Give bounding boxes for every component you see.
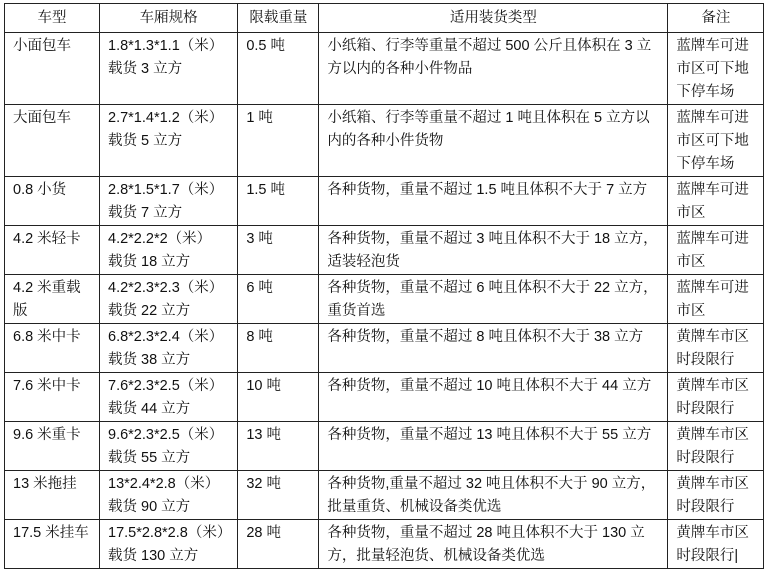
cell-load-limit [238, 226, 319, 275]
cell-cargo-type [319, 471, 668, 520]
cell-line: 各种货物，重量不超过 8 吨且体积不大于 38 立方 [327, 329, 644, 345]
cell-line: 小纸箱、行李等重量不超过 1 吨且体积在 5 立方以 [327, 110, 650, 126]
cell-load-limit [238, 275, 319, 324]
cell-cargo-type [319, 422, 668, 471]
cell-cargo-type [319, 324, 668, 373]
cell-load-limit [238, 105, 319, 177]
cell-line: 各种货物,重量不超过 32 吨且体积不大于 90 立方， [327, 476, 656, 492]
cell-line: 方以内的各种小件物品 [327, 61, 473, 77]
cell-line: 8 吨 [246, 329, 273, 345]
cell-line: 时段限行 [676, 401, 735, 417]
cell-cargo-type [319, 520, 668, 569]
cell-remarks [668, 275, 764, 324]
table-row [5, 422, 764, 471]
cell-line: 17.5*2.8*2.8（米） [108, 525, 232, 541]
cell-line: 蓝牌车可进 [676, 231, 749, 247]
cell-line: 13 吨 [246, 427, 281, 443]
cell-line: 4.2 米轻卡 [13, 231, 81, 247]
cell-line: 载货 18 立方 [108, 254, 191, 270]
cell-line: 1.5 吨 [246, 182, 286, 198]
cell-cargo-box-spec [100, 33, 238, 105]
cell-line: 7.6*2.3*2.5（米） [108, 378, 224, 394]
cell-vehicle-type [5, 275, 100, 324]
cell-line: 蓝牌车可进 [676, 110, 749, 126]
table-row [5, 471, 764, 520]
cell-line: 10 吨 [246, 378, 281, 394]
cell-line: 9.6 米重卡 [13, 427, 81, 443]
cell-line: 黄牌车市区 [676, 378, 749, 394]
table-row [5, 226, 764, 275]
cell-vehicle-type [5, 33, 100, 105]
cell-line: 载货 22 立方 [108, 303, 191, 319]
cell-line: 载货 38 立方 [108, 352, 191, 368]
cell-vehicle-type [5, 177, 100, 226]
cell-line: 时段限行 [676, 352, 735, 368]
header-load-limit: 限载重量 [238, 4, 319, 33]
cell-line: 批量重货、机械设备类优选 [327, 499, 502, 515]
cell-line: 0.8 小货 [13, 182, 67, 198]
cell-load-limit [238, 177, 319, 226]
table-row [5, 324, 764, 373]
cell-line: 2.8*1.5*1.7（米） [108, 182, 224, 198]
cell-line: 市区 [676, 205, 706, 221]
header-cargo-type: 适用装货类型 [319, 4, 668, 33]
header-cargo-box-spec: 车厢规格 [100, 4, 238, 33]
cell-line: 载货 5 立方 [108, 133, 183, 149]
cell-cargo-box-spec [100, 422, 238, 471]
cell-cargo-type [319, 373, 668, 422]
cell-line: 载货 3 立方 [108, 61, 183, 77]
cell-cargo-type [319, 33, 668, 105]
cell-line: 6 吨 [246, 280, 273, 296]
cell-line: 6.8 米中卡 [13, 329, 81, 345]
cell-vehicle-type [5, 422, 100, 471]
table-row [5, 33, 764, 105]
cell-line: 载货 130 立方 [108, 548, 199, 564]
cell-vehicle-type [5, 373, 100, 422]
cell-remarks [668, 177, 764, 226]
cell-remarks [668, 373, 764, 422]
cell-line: 市区可下地 [676, 133, 749, 149]
cell-line: 1.8*1.3*1.1（米） [108, 38, 224, 54]
cell-line: 17.5 米挂车 [13, 525, 89, 541]
cell-line: 小纸箱、行李等重量不超过 500 公斤且体积在 3 立 [327, 38, 652, 54]
cell-remarks [668, 33, 764, 105]
cell-load-limit [238, 471, 319, 520]
table-row [5, 105, 764, 177]
table-row [5, 177, 764, 226]
table-row [5, 275, 764, 324]
header-row [5, 4, 764, 33]
cell-cargo-type [319, 177, 668, 226]
cell-line: 蓝牌车可进 [676, 182, 749, 198]
cell-line: 下停车场 [676, 156, 735, 172]
cell-line: 时段限行 [676, 499, 735, 515]
cell-vehicle-type [5, 226, 100, 275]
cell-line: 4.2 米重载 [13, 280, 81, 296]
cell-load-limit [238, 373, 319, 422]
cell-line: 1 吨 [246, 110, 273, 126]
cell-line: 3 吨 [246, 231, 273, 247]
cell-line: 内的各种小件货物 [327, 133, 444, 149]
cell-remarks [668, 422, 764, 471]
cell-line: 28 吨 [246, 525, 281, 541]
cell-line: 载货 55 立方 [108, 450, 191, 466]
cell-line: 各种货物，重量不超过 10 吨且体积不大于 44 立方 [327, 378, 652, 394]
cell-cargo-box-spec [100, 324, 238, 373]
header-remarks: 备注 [668, 4, 764, 33]
cell-line: 市区 [676, 254, 706, 270]
cell-line: 各种货物，重量不超过 3 吨且体积不大于 18 立方， [327, 231, 658, 247]
cell-vehicle-type [5, 471, 100, 520]
cell-line: 各种货物，重量不超过 28 吨且体积不大于 130 立 [327, 525, 645, 541]
cell-remarks [668, 105, 764, 177]
cell-cargo-type [319, 105, 668, 177]
cell-line: 载货 44 立方 [108, 401, 191, 417]
cell-load-limit [238, 324, 319, 373]
table-row [5, 373, 764, 422]
cell-line: 0.5 吨 [246, 38, 286, 54]
cell-line: 载货 7 立方 [108, 205, 183, 221]
cell-load-limit [238, 520, 319, 569]
cell-line: 各种货物，重量不超过 6 吨且体积不大于 22 立方， [327, 280, 658, 296]
cell-line: 4.2*2.3*2.3（米） [108, 280, 224, 296]
cell-vehicle-type [5, 324, 100, 373]
cell-load-limit [238, 422, 319, 471]
cell-line: 各种货物，重量不超过 1.5 吨且体积不大于 7 立方 [327, 182, 648, 198]
cell-line: 适装轻泡货 [327, 254, 400, 270]
cell-line: 6.8*2.3*2.4（米） [108, 329, 224, 345]
cell-line: 黄牌车市区 [676, 525, 749, 541]
cell-cargo-box-spec [100, 177, 238, 226]
cell-line: 下停车场 [676, 84, 735, 100]
cell-line: 小面包车 [13, 38, 71, 54]
cell-cargo-box-spec [100, 105, 238, 177]
cell-line: 市区 [676, 303, 706, 319]
cell-line: 13 米拖挂 [13, 476, 77, 492]
cell-line: 方，批量轻泡货、机械设备类优选 [327, 548, 545, 564]
cell-line: 版 [13, 303, 28, 319]
cell-load-limit [238, 33, 319, 105]
cell-line: 4.2*2.2*2（米） [108, 231, 212, 247]
cell-cargo-type [319, 226, 668, 275]
cell-line: 13*2.4*2.8（米） [108, 476, 220, 492]
cell-remarks [668, 226, 764, 275]
vehicle-spec-table [4, 3, 764, 569]
cell-line: 蓝牌车可进 [676, 280, 749, 296]
cell-line: 载货 90 立方 [108, 499, 191, 515]
cell-cargo-box-spec [100, 373, 238, 422]
cell-line: 时段限行| [676, 548, 739, 564]
cell-remarks [668, 324, 764, 373]
cell-line: 时段限行 [676, 450, 735, 466]
cell-vehicle-type [5, 105, 100, 177]
cell-line: 市区可下地 [676, 61, 749, 77]
cell-cargo-box-spec [100, 226, 238, 275]
cell-remarks [668, 520, 764, 569]
cell-cargo-type [319, 275, 668, 324]
cell-remarks [668, 471, 764, 520]
cell-line: 黄牌车市区 [676, 427, 749, 443]
cell-vehicle-type [5, 520, 100, 569]
cell-cargo-box-spec [100, 520, 238, 569]
cell-line: 32 吨 [246, 476, 281, 492]
cell-cargo-box-spec [100, 275, 238, 324]
cell-line: 7.6 米中卡 [13, 378, 81, 394]
cell-line: 2.7*1.4*1.2（米） [108, 110, 224, 126]
cell-line: 重货首选 [327, 303, 386, 319]
cell-line: 黄牌车市区 [676, 476, 749, 492]
cell-line: 蓝牌车可进 [676, 38, 749, 54]
cell-line: 各种货物，重量不超过 13 吨且体积不大于 55 立方 [327, 427, 652, 443]
header-vehicle-type: 车型 [5, 4, 100, 33]
cell-cargo-box-spec [100, 471, 238, 520]
cell-line: 大面包车 [13, 110, 71, 126]
cell-line: 9.6*2.3*2.5（米） [108, 427, 224, 443]
table-row [5, 520, 764, 569]
cell-line: 黄牌车市区 [676, 329, 749, 345]
